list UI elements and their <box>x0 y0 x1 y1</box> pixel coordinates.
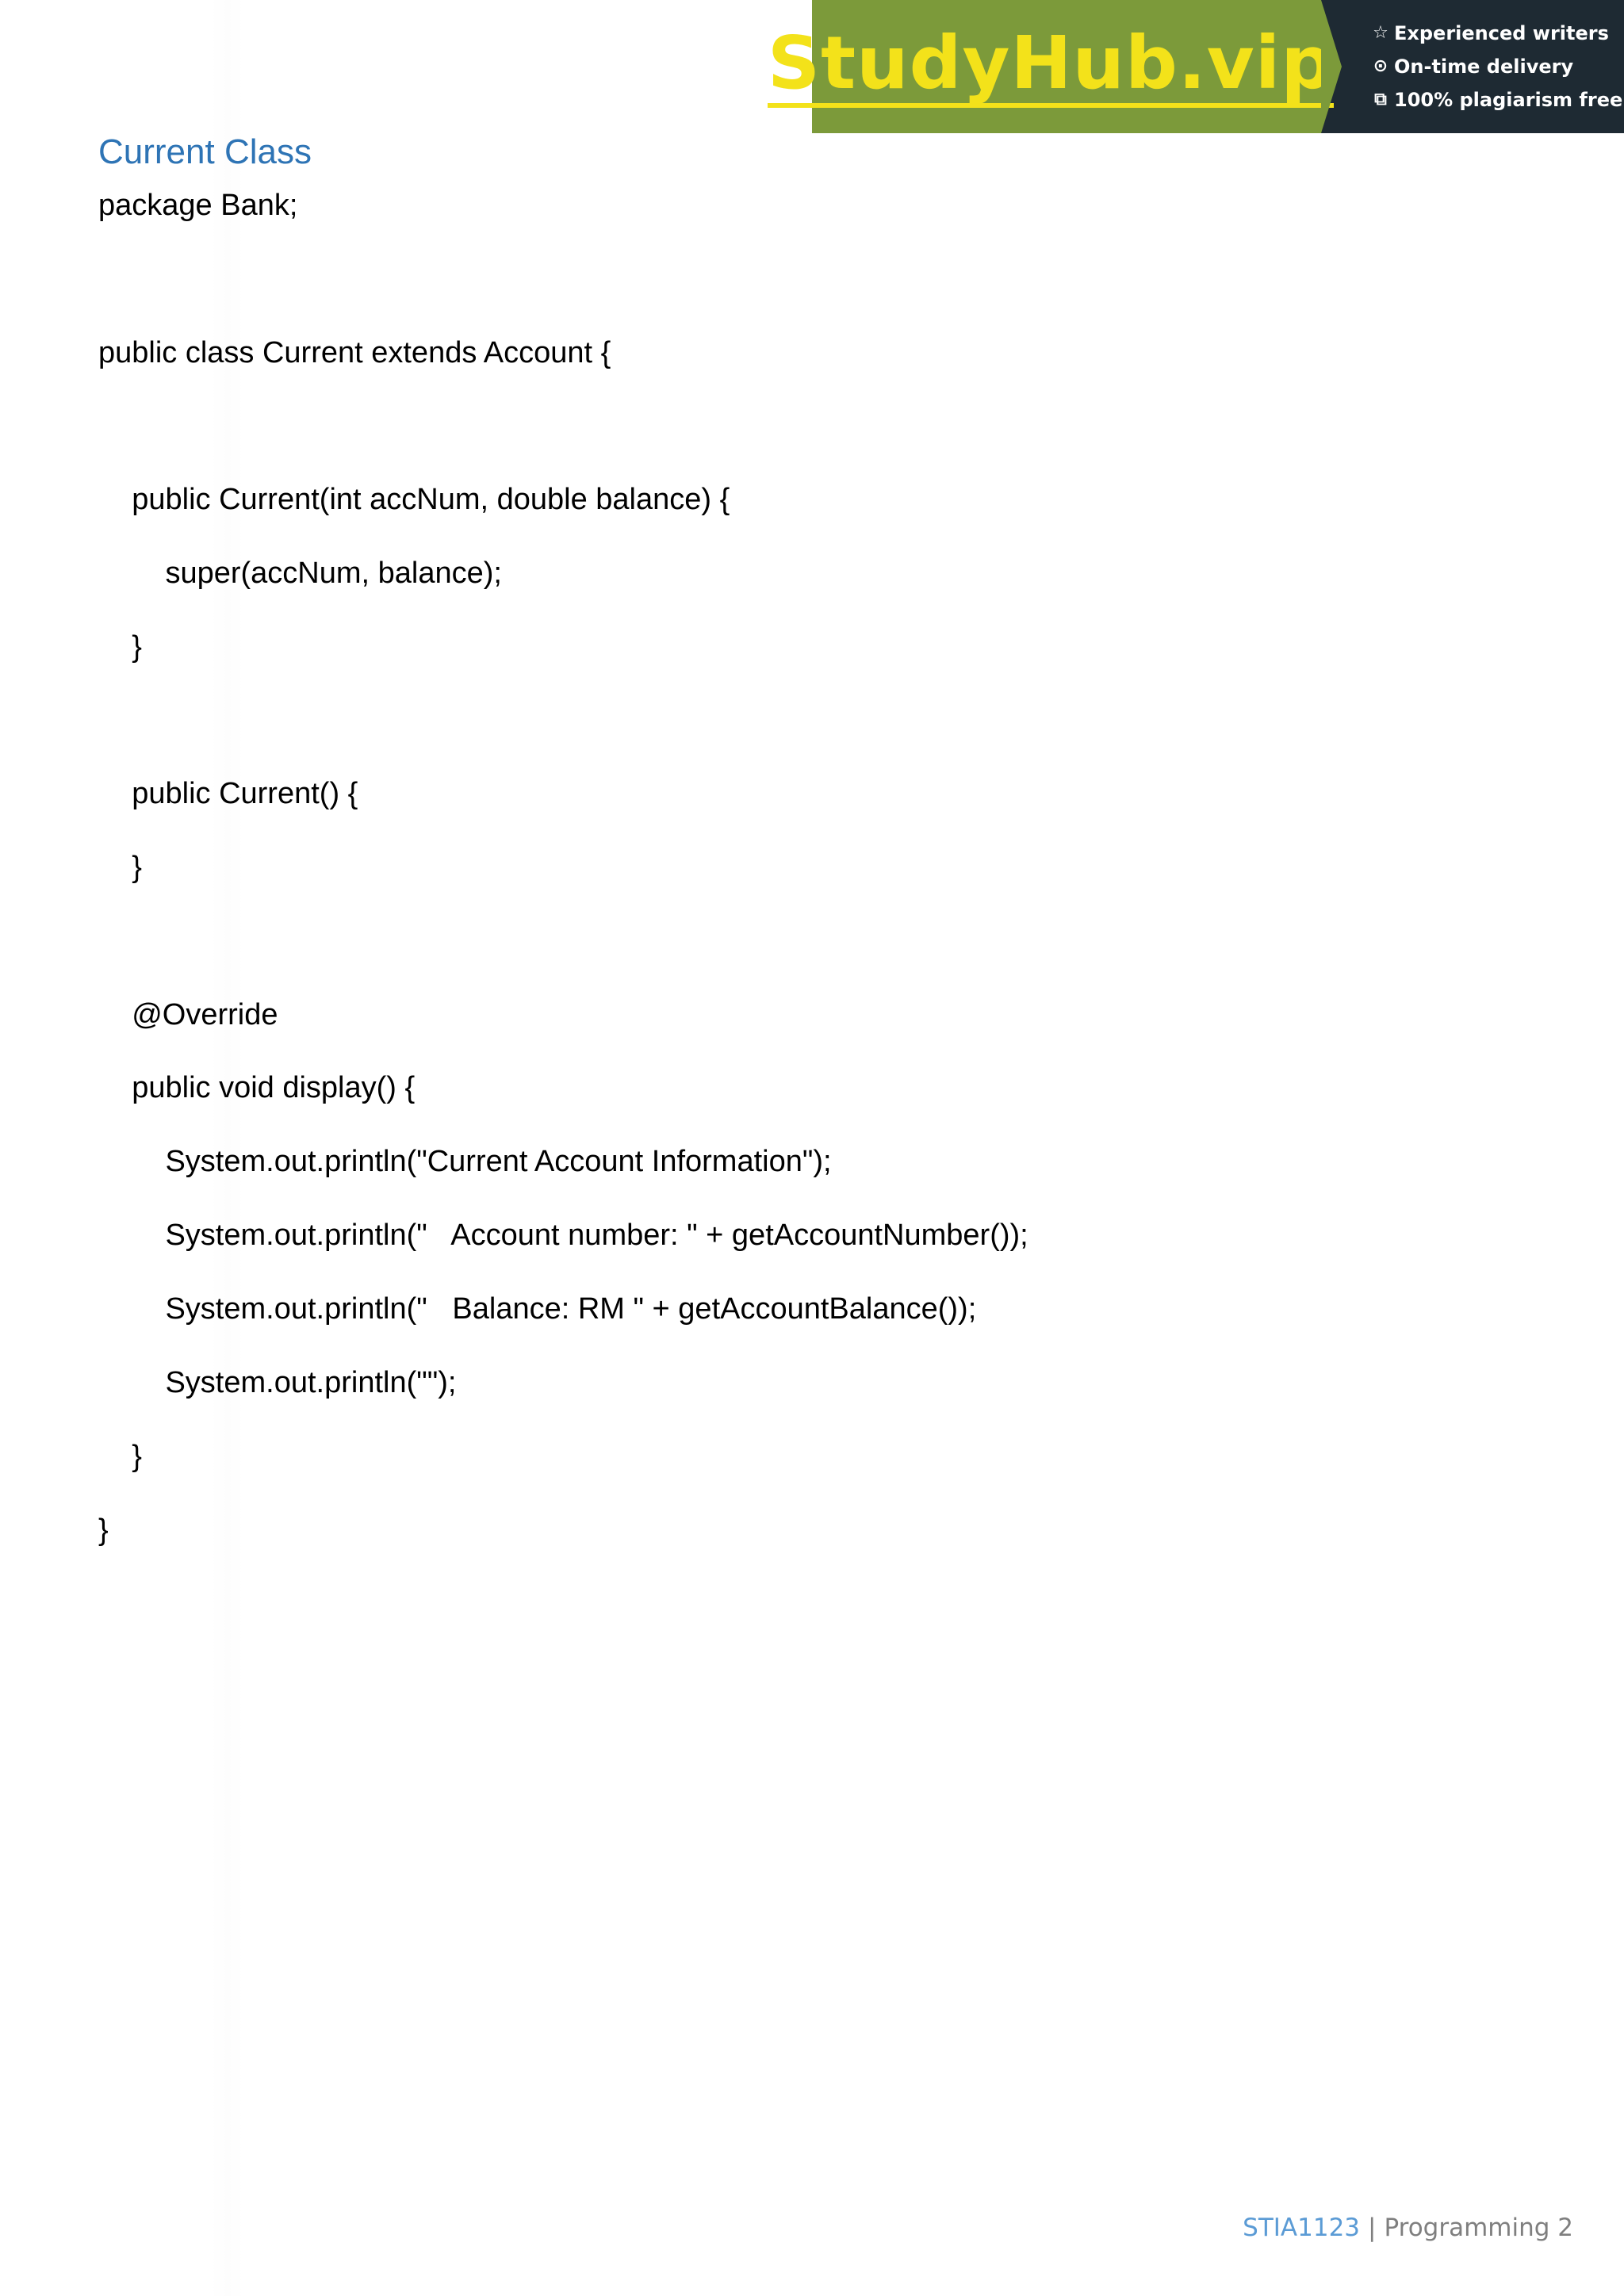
feature-plagiarism-free <box>1370 87 1624 113</box>
code-line: super(accNum, balance); <box>98 557 502 590</box>
code-line: public Current() { <box>98 777 358 810</box>
code-line: System.out.println(" Account number: " + getAccountNumber()); <box>98 1219 1028 1252</box>
code-line: System.out.println(" Balance: RM " + getAccountBalance()); <box>98 1292 977 1326</box>
code-line: } <box>98 1440 142 1473</box>
page-footer <box>1243 2212 1573 2244</box>
banner-logo-panel <box>767 0 1335 133</box>
studyhub-banner[interactable] <box>767 0 1624 133</box>
code-line: public Current(int accNum, double balance) { <box>98 483 730 516</box>
banner-features-panel <box>1321 0 1624 133</box>
code-line: System.out.println("Current Account Information"); <box>98 1145 832 1178</box>
feature-label: 100% plagiarism free <box>1394 89 1623 111</box>
code-line: @Override <box>98 998 278 1031</box>
footer-separator: | <box>1368 2214 1377 2242</box>
section-heading: Current Class <box>98 132 312 171</box>
star-icon: ☆ <box>1373 23 1388 43</box>
code-line: System.out.println(""); <box>98 1366 457 1399</box>
footer-course-name: Programming 2 <box>1384 2214 1573 2242</box>
code-line: package Bank; <box>98 189 298 222</box>
code-line: public void display() { <box>98 1071 416 1104</box>
code-line: } <box>98 630 142 664</box>
feature-label: Experienced writers <box>1394 22 1609 44</box>
code-line: } <box>98 851 142 884</box>
feature-experienced-writers <box>1370 21 1624 46</box>
code-line: public class Current extends Account { <box>98 336 611 369</box>
feature-on-time-delivery <box>1370 54 1624 79</box>
clock-icon: ⊙ <box>1373 56 1388 76</box>
studyhub-logo[interactable]: StudyHub.vip <box>768 25 1334 108</box>
copy-icon: ⧉ <box>1374 90 1387 109</box>
code-line: } <box>98 1513 109 1547</box>
feature-label: On-time delivery <box>1394 55 1574 78</box>
footer-course-code: STIA1123 <box>1243 2214 1361 2242</box>
